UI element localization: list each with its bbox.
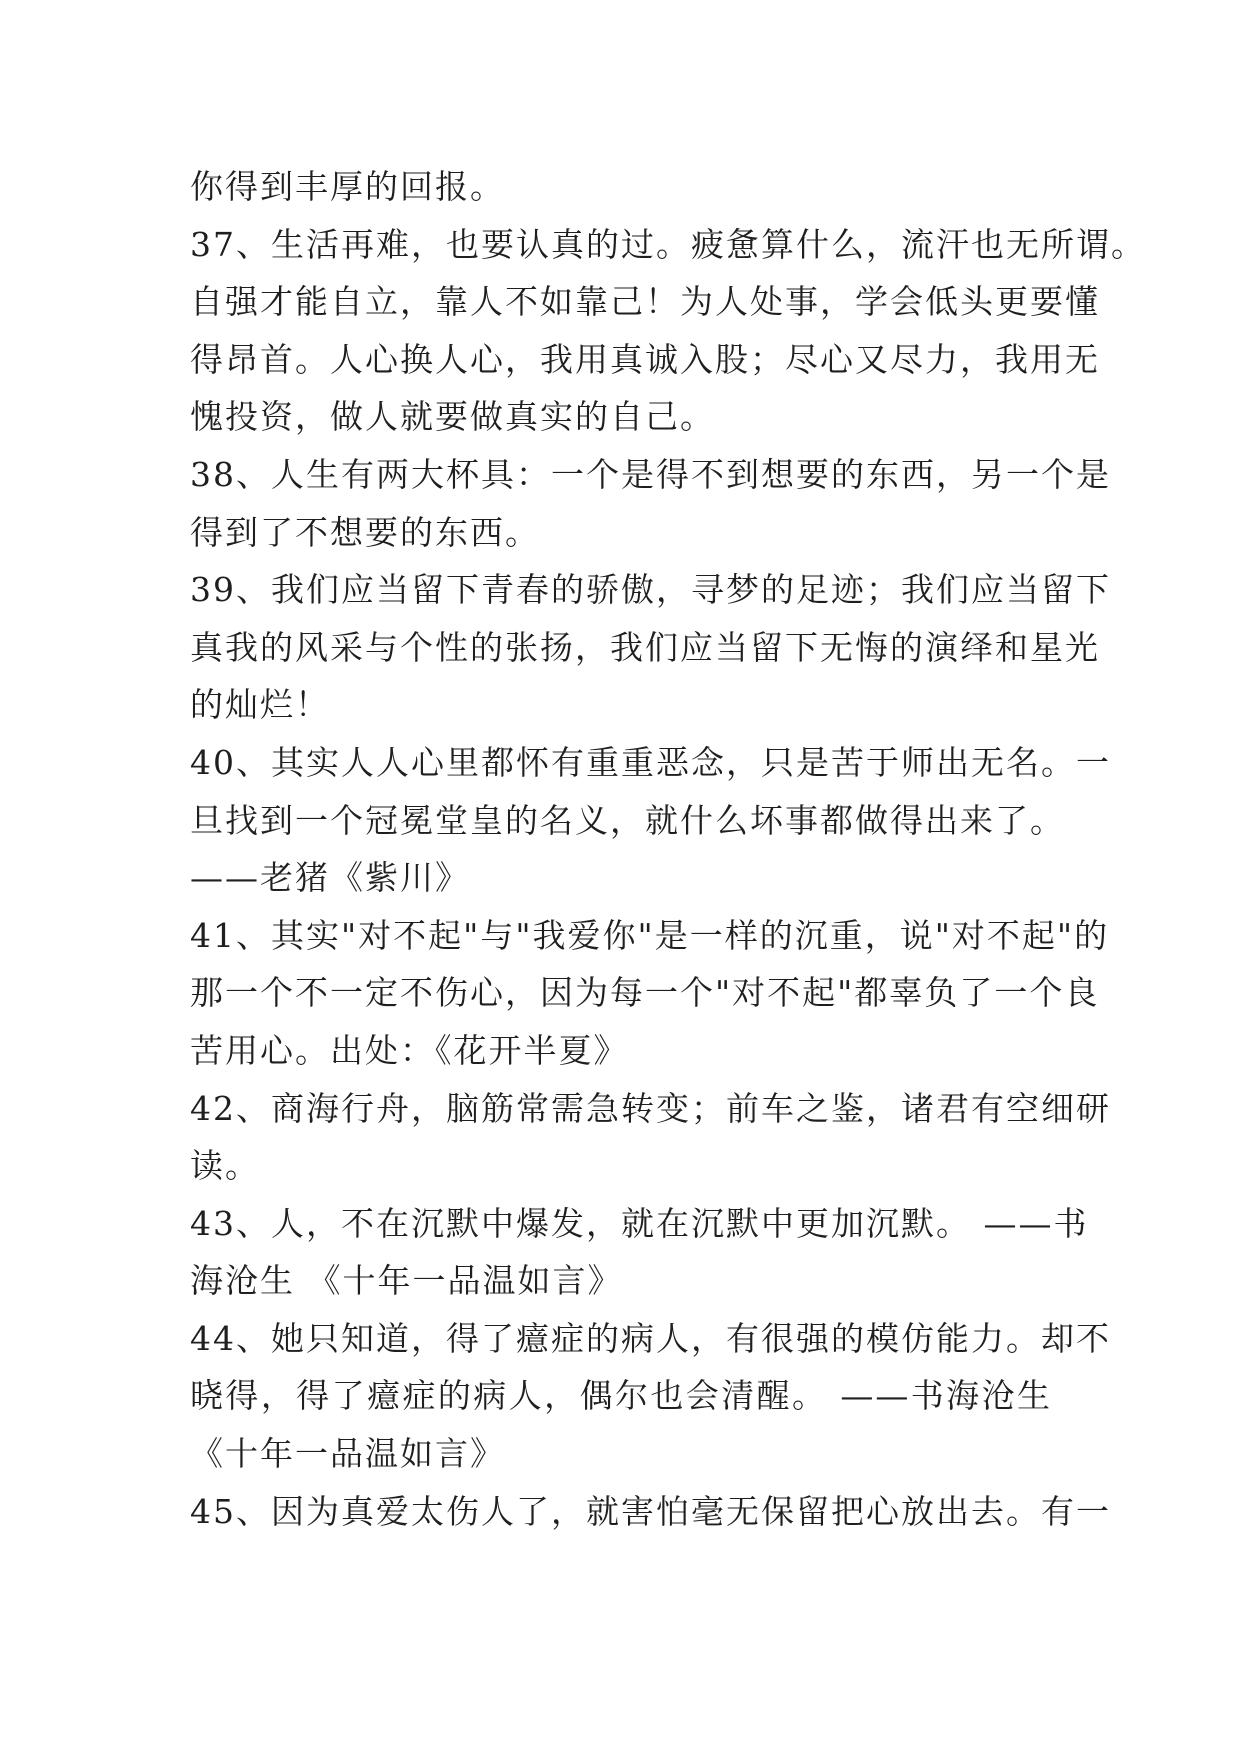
text-line-7: 得到了不想要的东西。	[190, 512, 540, 552]
text-line-13: ——老猪《紫川》	[190, 858, 470, 898]
text-line-12: 旦找到一个冠冕堂皇的名义，就什么坏事都做得出来了。	[190, 800, 1065, 840]
text-line-9: 真我的风采与个性的张扬，我们应当留下无悔的演绎和星光	[190, 627, 1100, 667]
text-line-6: 38、人生有两大杯具：一个是得不到想要的东西，另一个是	[190, 454, 1111, 494]
text-line-23: 《十年一品温如言》	[190, 1434, 505, 1474]
text-line-10: 的灿烂！	[190, 685, 330, 725]
text-line-14: 41、其实"对不起"与"我爱你"是一样的沉重，说"对不起"的	[190, 915, 1110, 955]
text-line-8: 39、我们应当留下青春的骄傲，寻梦的足迹；我们应当留下	[190, 570, 1111, 610]
text-line-3: 自强才能自立，靠人不如靠己！为人处事，学会低头更要懂	[190, 282, 1100, 322]
text-line-19: 43、人，不在沉默中爆发，就在沉默中更加沉默。 ——书	[190, 1203, 1089, 1243]
text-line-22: 晓得，得了癔症的病人，偶尔也会清醒。 ——书海沧生	[190, 1376, 1052, 1416]
text-line-18: 读。	[190, 1146, 260, 1186]
text-line-20: 海沧生 《十年一品温如言》	[190, 1261, 623, 1301]
text-line-17: 42、商海行舟，脑筋常需急转变；前车之鉴，诸君有空细研	[190, 1088, 1111, 1128]
text-line-5: 愧投资，做人就要做真实的自己。	[190, 397, 715, 437]
text-line-15: 那一个不一定不伤心，因为每一个"对不起"都辜负了一个良	[190, 973, 1100, 1013]
document-body	[190, 158, 1146, 1540]
text-line-1: 你得到丰厚的回报。	[190, 167, 505, 206]
text-line-21: 44、她只知道，得了癔症的病人，有很强的模仿能力。却不	[190, 1318, 1111, 1358]
text-line-4: 得昂首。人心换人心，我用真诚入股；尽心又尽力，我用无	[190, 339, 1100, 379]
text-line-2: 37、生活再难，也要认真的过。疲惫算什么，流汗也无所谓。	[190, 224, 1146, 264]
text-line-24: 45、因为真爱太伤人了，就害怕毫无保留把心放出去。有一	[190, 1491, 1111, 1531]
text-line-16: 苦用心。出处：《花开半夏》	[190, 1030, 629, 1070]
text-line-11: 40、其实人人心里都怀有重重恶念，只是苦于师出无名。一	[190, 742, 1111, 782]
